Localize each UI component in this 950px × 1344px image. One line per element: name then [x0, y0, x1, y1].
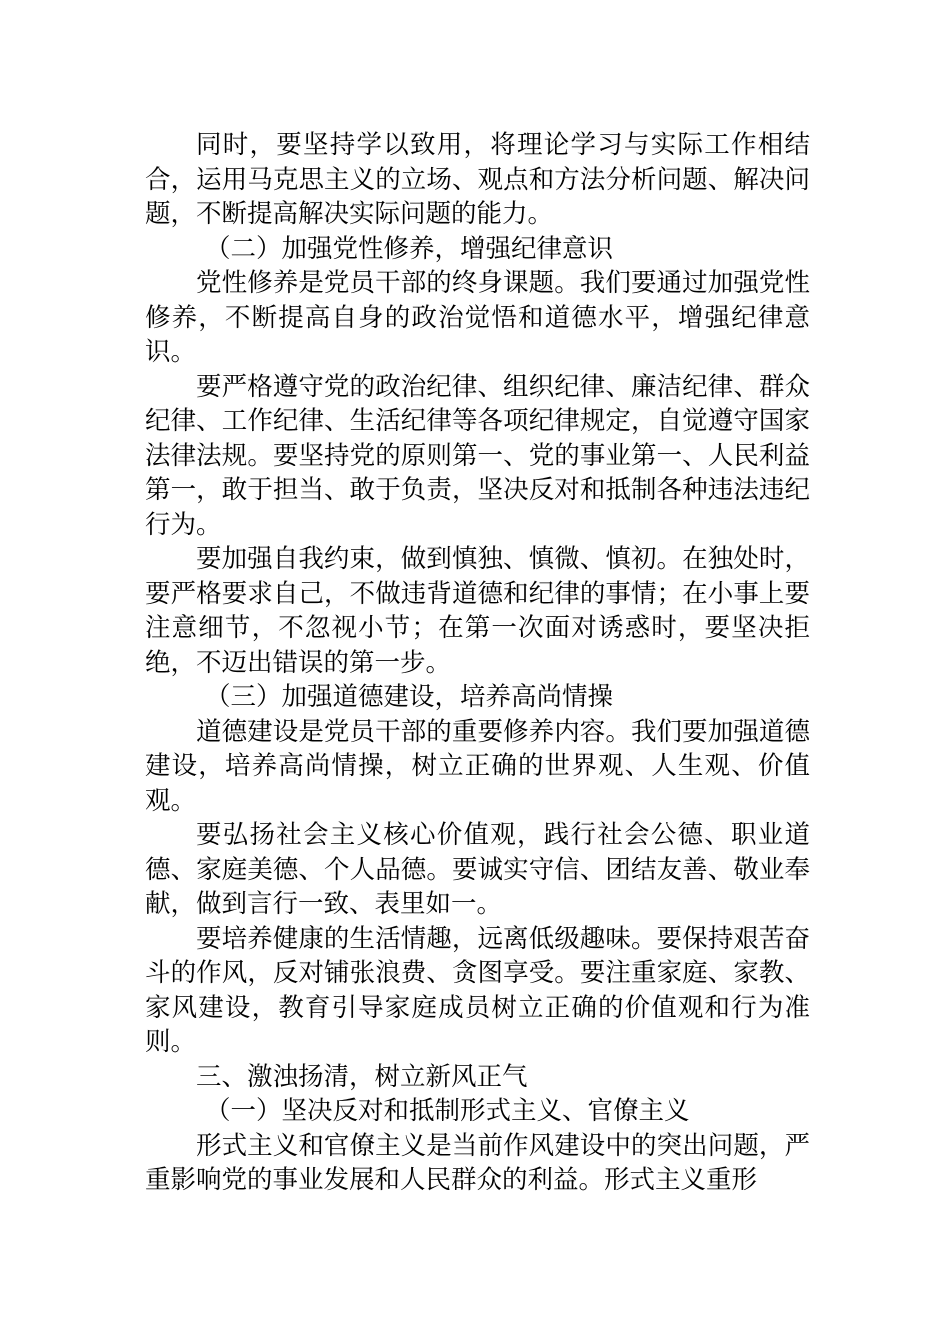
body-paragraph: 要弘扬社会主义核心价值观，践行社会公德、职业道德、家庭美德、个人品德。要诚实守信、团结友善、敬业奉献，做到言行一致、表里如一。: [145, 820, 810, 919]
subheading: （一）坚决反对和抵制形式主义、官僚主义: [205, 1096, 690, 1126]
section-heading: 三、激浊扬清，树立新风正气: [196, 1061, 528, 1092]
body-paragraph: 形式主义和官僚主义是当前作风建设中的突出问题，严重影响党的事业发展和人民群众的利益。形式主义重形: [145, 1130, 810, 1195]
document-body: [145, 128, 810, 1198]
body-paragraph: 同时，要坚持学以致用，将理论学习与实际工作相结合，运用马克思主义的立场、观点和方法分析问题、解决问题，不断提高解决实际问题的能力。: [145, 130, 810, 229]
body-paragraph: 要严格遵守党的政治纪律、组织纪律、廉洁纪律、群众纪律、工作纪律、生活纪律等各项纪律规定，自觉遵守国家法律法规。要坚持党的原则第一、党的事业第一、人民利益第一，敢于担当、敢于负责，坚决反对和抵制各种违法违纪行为。: [145, 371, 810, 540]
body-paragraph: 党性修养是党员干部的终身课题。我们要通过加强党性修养，不断提高自身的政治觉悟和道德水平，增强纪律意识。: [145, 268, 810, 367]
subheading: （二）加强党性修养，增强纪律意识: [205, 233, 614, 264]
body-paragraph: 要加强自我约束，做到慎独、慎微、慎初。在独处时，要严格要求自己，不做违背道德和纪律的事情；在小事上要注意细节，不忽视小节；在第一次面对诱惑时，要坚决拒绝，不迈出错误的第一步。: [145, 544, 810, 678]
body-paragraph: 道德建设是党员干部的重要修养内容。我们要加强道德建设，培养高尚情操，树立正确的世界观、人生观、价值观。: [145, 716, 810, 816]
body-paragraph: 要培养健康的生活情趣，远离低级趣味。要保持艰苦奋斗的作风，反对铺张浪费、贪图享受。要注重家庭、家教、家风建设，教育引导家庭成员树立正确的价值观和行为准则。: [145, 923, 810, 1057]
subheading: （三）加强道德建设，培养高尚情操: [205, 682, 614, 712]
